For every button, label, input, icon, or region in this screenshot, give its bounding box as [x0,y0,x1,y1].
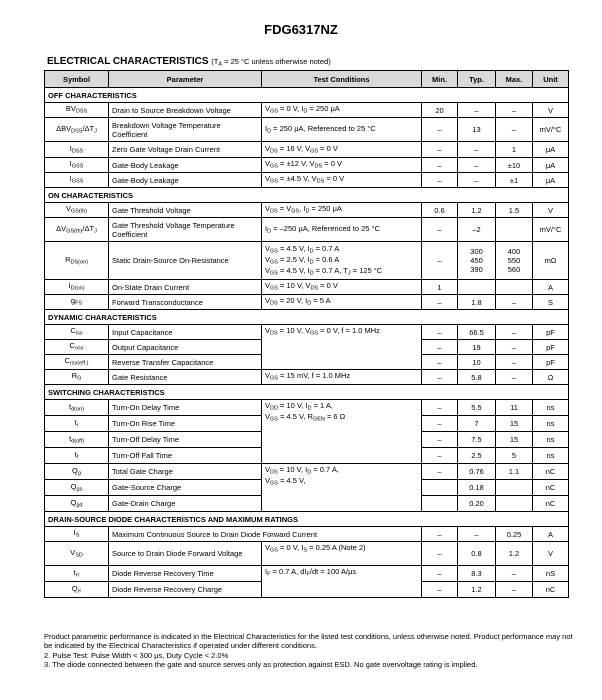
parameter-cell: Gate-Body Leakage [109,173,262,188]
conditions-cell: $V_{GS} = 0$ V, $I_S = 0.25$ A (Note 2) [262,542,422,566]
min-cell: – [422,340,458,355]
typ-cell: 7.5 [458,432,496,448]
unit-cell: ns [533,416,569,432]
typ-cell [458,280,496,295]
parameter-cell: Gate-Drain Charge [109,496,262,512]
table-row [45,542,569,566]
table-row [45,566,569,582]
unit-cell: V [533,103,569,118]
parameter-cell: Static Drain-Source On-Resistance [109,242,262,280]
conditions-cell: $I_D = 250$ μA, Referenced to 25 °C [262,118,422,142]
max-cell: – [496,340,533,355]
typ-cell: –2 [458,218,496,242]
max-cell [496,218,533,242]
typ-cell: 5.5 [458,400,496,416]
max-cell: – [496,103,533,118]
section-heading [47,56,331,68]
max-cell: – [496,566,533,582]
typ-cell: 1.2 [458,582,496,598]
min-cell: – [422,566,458,582]
table-row [45,142,569,158]
table-row [45,464,569,480]
symbol-cell: $I_{D(on)}$ [45,280,109,295]
symbol-cell: $t_r$ [45,416,109,432]
min-cell: – [422,173,458,188]
symbol-cell: $V_{GS(th)}$ [45,203,109,218]
parameter-cell: Diode Reverse Recovery Time [109,566,262,582]
max-cell: – [496,325,533,340]
unit-cell: mV/°C [533,118,569,142]
unit-cell: nS [533,566,569,582]
max-cell: 5 [496,448,533,464]
min-cell: – [422,118,458,142]
typ-cell: 0.20 [458,496,496,512]
unit-cell: ns [533,448,569,464]
parameter-cell: Gate-Body Leakage [109,158,262,173]
table-row [45,218,569,242]
conditions-cell: $V_{DD} = 10$ V, $I_D = 1$ A, $V_{GS} = 4.5$ V, $R_{GEN} = 6$ Ω [262,400,422,464]
symbol-cell: $\Delta V_{GS(th)}/\Delta T_J$ [45,218,109,242]
conditions-cell: $V_{DS} = V_{GS}$, $I_D = 250$ μA [262,203,422,218]
min-cell [422,496,458,512]
parameter-cell: Total Gate Charge [109,464,262,480]
header-test-conditions: Test Conditions [262,71,422,88]
footnotes [44,632,574,670]
conditions-cell: $V_{GS} = 0$ V, $I_D = 250$ μA [262,103,422,118]
unit-cell: μA [533,142,569,158]
typ-cell: 0.8 [458,542,496,566]
parameter-cell: Maximum Continuous Source to Drain Diode Forward Current [109,527,422,542]
typ-cell: 1.8 [458,295,496,310]
typ-value: 390 [470,265,483,274]
typ-cell: 66.5 [458,325,496,340]
symbol-cell: $I_{DSS}$ [45,142,109,158]
electrical-characteristics-table [44,70,569,598]
symbol-cell: $t_{d(off)}$ [45,432,109,448]
symbol-cell: $g_{FS}$ [45,295,109,310]
parameter-cell: Forward Transconductance [109,295,262,310]
category-row-on [45,188,569,203]
unit-cell: mΩ [533,242,569,280]
min-cell: 0.6 [422,203,458,218]
typ-cell: 10 [458,355,496,370]
symbol-cell: $BV_{DSS}$ [45,103,109,118]
parameter-cell: Output Capacitance [109,340,262,355]
typ-cell: – [458,103,496,118]
max-value: 400 [507,247,521,256]
header-unit: Unit [533,71,569,88]
table-row [45,527,569,542]
conditions-cell: $V_{DS} = 10$ V, $I_D = 0.7$ A, $V_{GS} = 4.5$ V, [262,464,422,512]
min-cell: – [422,242,458,280]
typ-cell: 2.5 [458,448,496,464]
min-cell: – [422,464,458,480]
header-max: Max. [496,71,533,88]
typ-cell: 5.8 [458,370,496,385]
symbol-cell: $R_{DS(on)}$ [45,242,109,280]
symbol-cell: $\Delta BV_{DSS}/\Delta T_J$ [45,118,109,142]
category-row-off [45,88,569,103]
min-cell: – [422,355,458,370]
parameter-cell: Turn-On Delay Time [109,400,262,416]
max-cell: ±1 [496,173,533,188]
parameter-cell: On-State Drain Current [109,280,262,295]
symbol-cell: $R_G$ [45,370,109,385]
min-cell: – [422,416,458,432]
min-cell: – [422,370,458,385]
table-row [45,173,569,188]
min-cell: – [422,142,458,158]
conditions-cell: $V_{DS} = 20$ V, $I_D = 5$ A [262,295,422,310]
category-label: DYNAMIC CHARACTERISTICS [45,310,569,325]
min-cell: – [422,448,458,464]
parameter-cell: Turn-Off Fall Time [109,448,262,464]
table-row [45,158,569,173]
parameter-cell: Zero Gate Voltage Drain Current [109,142,262,158]
max-cell [496,242,533,280]
unit-cell: pF [533,340,569,355]
max-cell [496,280,533,295]
max-cell: 1.5 [496,203,533,218]
parameter-cell: Gate Resistance [109,370,262,385]
header-min: Min. [422,71,458,88]
parameter-cell: Gate-Source Charge [109,480,262,496]
typ-cell [458,242,496,280]
conditions-cell: $V_{GS} = 4.5$ V, $I_D = 0.7$ A $V_{GS} = 2.5$ V, $I_D = 0.6$ A $V_{GS} = 4.5$ V, $I_D = 0.7$ A, $T_J = 125$ °C [262,242,422,280]
typ-cell: 0.76 [458,464,496,480]
parameter-cell: Diode Reverse Recovery Charge [109,582,262,598]
unit-cell: μA [533,158,569,173]
unit-cell: pF [533,355,569,370]
parameter-cell: Gate Threshold Voltage Temperature Coefficient [109,218,262,242]
conditions-cell: $V_{GS} = \pm 12$ V, $V_{DS} = 0$ V [262,158,422,173]
min-cell: – [422,158,458,173]
conditions-cell: $V_{DS} = 16$ V, $V_{GS} = 0$ V [262,142,422,158]
typ-cell: 8.3 [458,566,496,582]
parameter-cell: Input Capacitance [109,325,262,340]
table-row [45,400,569,416]
max-cell: ±10 [496,158,533,173]
unit-cell: S [533,295,569,310]
max-cell: 1 [496,142,533,158]
min-cell: – [422,542,458,566]
min-cell: – [422,295,458,310]
symbol-cell: $I_{GSS}$ [45,173,109,188]
unit-cell: Ω [533,370,569,385]
max-cell: – [496,582,533,598]
parameter-cell: Turn-Off Delay Time [109,432,262,448]
category-row-diode [45,512,569,527]
table-row [45,325,569,340]
unit-cell: nC [533,582,569,598]
symbol-cell: $Q_{gd}$ [45,496,109,512]
symbol-cell: $I_S$ [45,527,109,542]
symbol-cell: $Q_{rr}$ [45,582,109,598]
typ-cell: 13 [458,118,496,142]
conditions-cell: $I_F = 0.7$ A, $dI_F/dt = 100$ A/μs [262,566,422,598]
max-cell: 11 [496,400,533,416]
table-row [45,370,569,385]
conditions-cell: $V_{GS} = 10$ V, $V_{DS} = 0$ V [262,280,422,295]
symbol-cell: $t_{d(on)}$ [45,400,109,416]
section-title: ELECTRICAL CHARACTERISTICS [47,56,209,67]
typ-cell: 1.2 [458,203,496,218]
section-conditions: ($T_A = 25$ °C unless otherwise noted) [211,57,331,68]
parameter-cell: Drain to Source Breakdown Voltage [109,103,262,118]
table-row [45,103,569,118]
min-cell: – [422,218,458,242]
typ-cell: – [458,142,496,158]
header-symbol: Symbol [45,71,109,88]
unit-cell: V [533,203,569,218]
max-cell: – [496,355,533,370]
unit-cell: nC [533,496,569,512]
max-value: 560 [507,265,521,274]
symbol-cell: $Q_g$ [45,464,109,480]
category-label: ON CHARACTERISTICS [45,188,569,203]
typ-cell: – [458,158,496,173]
typ-value: 300 [470,247,483,256]
min-cell: – [422,582,458,598]
typ-cell: 7 [458,416,496,432]
unit-cell: A [533,280,569,295]
footnote: 2. Pulse Test: Pulse Width < 300 μs, Duty Cycle < 2.0% [44,650,229,660]
unit-cell: nC [533,464,569,480]
category-label: OFF CHARACTERISTICS [45,88,569,103]
table-row [45,295,569,310]
max-value: 550 [507,256,521,265]
unit-cell: pF [533,325,569,340]
symbol-cell: $t_{rr}$ [45,566,109,582]
parameter-cell: Source to Drain Diode Forward Voltage [109,542,262,566]
max-cell: – [496,295,533,310]
conditions-cell: $V_{GS} = \pm 4.5$ V, $V_{DS} = 0$ V [262,173,422,188]
parameter-cell: Reverse Transfer Capacitance [109,355,262,370]
typ-cell: 19 [458,340,496,355]
parameter-cell: Turn-On Rise Time [109,416,262,432]
symbol-cell: $Q_{gs}$ [45,480,109,496]
category-row-switching [45,385,569,400]
unit-cell: A [533,527,569,542]
unit-cell: V [533,542,569,566]
table-row [45,118,569,142]
unit-cell: ns [533,432,569,448]
typ-cell: – [458,173,496,188]
min-cell [422,480,458,496]
header-parameter: Parameter [109,71,262,88]
category-label: SWITCHING CHARACTERISTICS [45,385,569,400]
table-row [45,280,569,295]
max-cell [496,496,533,512]
min-cell: – [422,400,458,416]
conditions-cell: $I_D = -250$ μA, Referenced to 25 °C [262,218,422,242]
max-cell: – [496,370,533,385]
unit-cell: mV/°C [533,218,569,242]
parameter-cell: Breakdown Voltage Temperature Coefficient [109,118,262,142]
min-cell: 20 [422,103,458,118]
unit-cell: nC [533,480,569,496]
min-cell: 1 [422,280,458,295]
max-cell [496,480,533,496]
symbol-cell: $C_{iss}$ [45,325,109,340]
max-cell: 0.25 [496,527,533,542]
max-cell: 15 [496,416,533,432]
footnote: Product parametric performance is indicated in the Electrical Characteristics for the listed test conditions, unless otherwise noted. Product performance may not be indicated by the Electrical Characteristics if operated under different conditions. [44,632,573,651]
typ-cell: – [458,527,496,542]
max-cell: 15 [496,432,533,448]
typ-value: 450 [470,256,483,265]
typ-cell: 0.18 [458,480,496,496]
max-cell: 1.2 [496,542,533,566]
unit-cell: μA [533,173,569,188]
symbol-cell: $t_f$ [45,448,109,464]
category-label: DRAIN-SOURCE DIODE CHARACTERISTICS AND MAXIMUM RATINGS [45,512,569,527]
min-cell: – [422,432,458,448]
conditions-cell: $V_{GS} = 15$ mV, f = 1.0 MHz [262,370,422,385]
min-cell: – [422,325,458,340]
footnote: 3. The diode connected between the gate and source serves only as protection against ESD. No gate overvoltage rating is implied. [44,660,478,670]
parameter-cell: Gate Threshold Voltage [109,203,262,218]
category-row-dynamic [45,310,569,325]
conditions-cell: $V_{DS} = 10$ V, $V_{GS} = 0$ V, f = 1.0 MHz [262,325,422,370]
unit-cell: ns [533,400,569,416]
symbol-cell: $C_{oss}$ [45,340,109,355]
document-title: FDG6317NZ [264,22,338,37]
max-cell: – [496,118,533,142]
min-cell: – [422,527,458,542]
header-row [45,71,569,88]
symbol-cell: $C_{rss(eff.)}$ [45,355,109,370]
header-typ: Typ. [458,71,496,88]
symbol-cell: $V_{SD}$ [45,542,109,566]
table-row [45,203,569,218]
symbol-cell: $I_{GSS}$ [45,158,109,173]
max-cell: 1.1 [496,464,533,480]
table-row [45,242,569,280]
